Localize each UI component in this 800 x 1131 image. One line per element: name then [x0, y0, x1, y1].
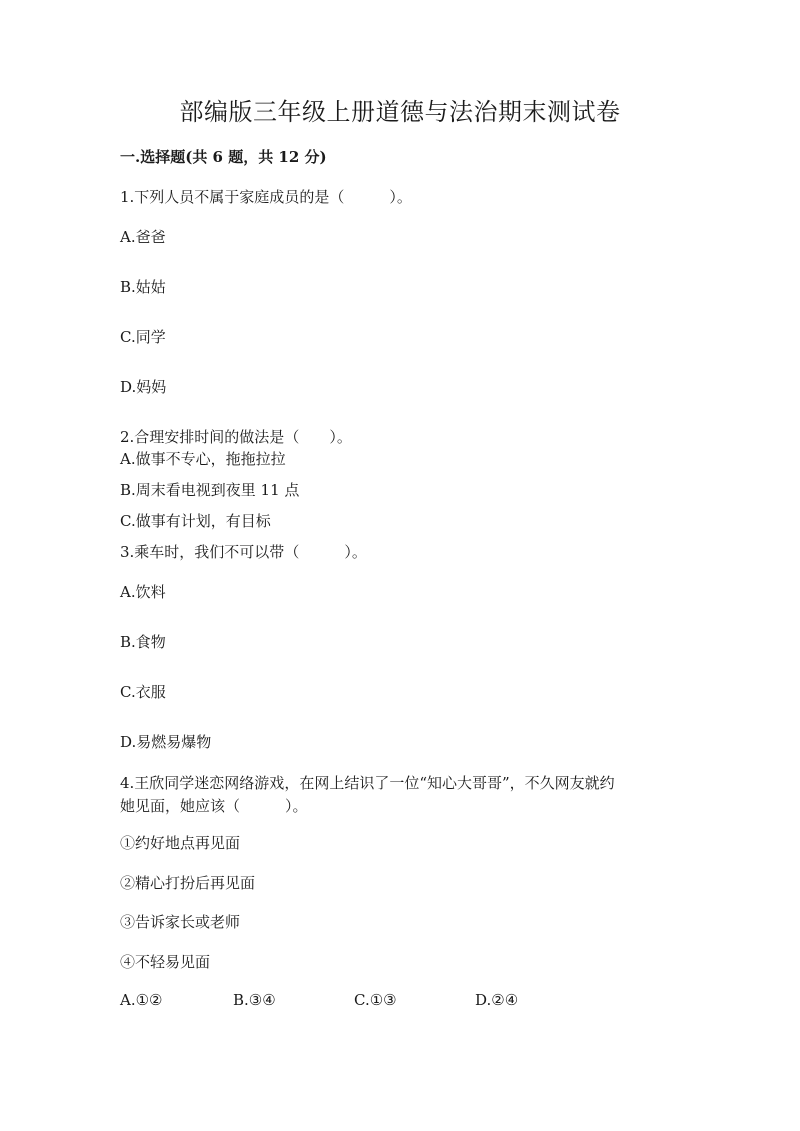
question-1-option-a: A.爸爸: [120, 228, 166, 246]
question-3-option-b: B.食物: [120, 633, 166, 651]
question-4-option-a: A.①②: [120, 991, 163, 1009]
question-4-stem-line-2: 她见面，她应该（ ）。: [120, 797, 308, 815]
question-4-statement-3: ③告诉家长或老师: [120, 913, 241, 931]
question-4-option-c: C.①③: [354, 991, 397, 1009]
section-heading: 一.选择题(共 6 题，共 12 分): [120, 148, 327, 166]
question-2-stem: 2.合理安排时间的做法是（ ）。: [120, 428, 352, 446]
question-4-options-row: [120, 990, 720, 1012]
question-1-option-d: D.妈妈: [120, 378, 167, 396]
question-1-stem: 1.下列人员不属于家庭成员的是（ ）。: [120, 188, 412, 206]
question-4-option-b: B.③④: [233, 991, 276, 1009]
question-3-stem: 3.乘车时，我们不可以带（ ）。: [120, 543, 367, 561]
question-1-option-b: B.姑姑: [120, 278, 166, 296]
question-4-stem-line-1: 4.王欣同学迷恋网络游戏，在网上结识了一位“知心大哥哥”，不久网友就约: [120, 774, 615, 792]
question-3-option-c: C.衣服: [120, 683, 166, 701]
question-2-option-c: C.做事有计划，有目标: [120, 512, 271, 530]
question-2-option-b: B.周末看电视到夜里 11 点: [120, 481, 300, 499]
question-4-statement-2: ②精心打扮后再见面: [120, 874, 256, 892]
exam-title: 部编版三年级上册道德与法治期末测试卷: [179, 98, 621, 126]
question-4-statement-4: ④不轻易见面: [120, 953, 211, 971]
question-2-option-a: A.做事不专心，拖拖拉拉: [120, 450, 286, 468]
question-4-statement-1: ①约好地点再见面: [120, 834, 241, 852]
question-4-option-d: D.②④: [475, 991, 519, 1009]
question-1-option-c: C.同学: [120, 328, 166, 346]
question-3-option-d: D.易燃易爆物: [120, 733, 212, 751]
question-3-option-a: A.饮料: [120, 583, 166, 601]
